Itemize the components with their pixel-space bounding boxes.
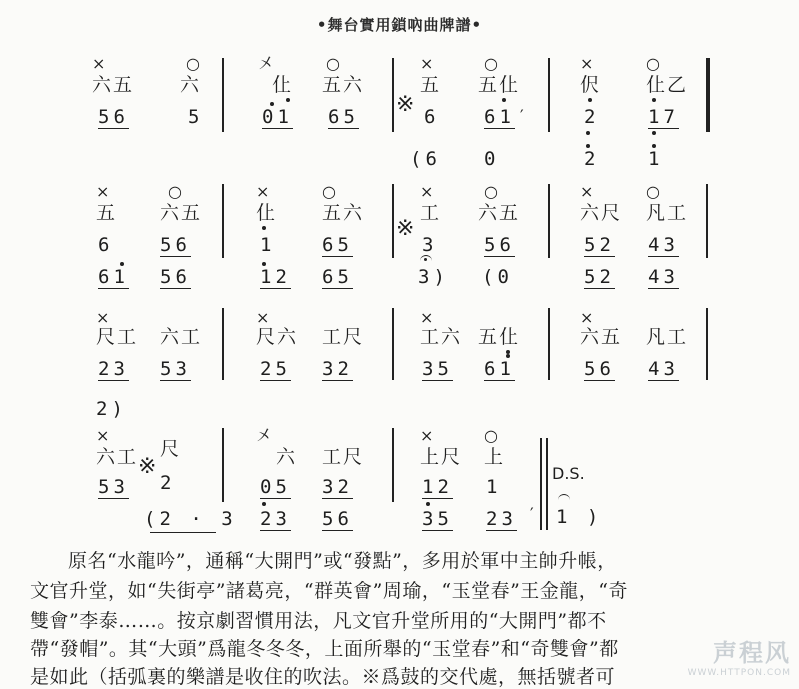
gongche-notation: 六五 bbox=[160, 202, 203, 224]
octave-dot bbox=[586, 144, 590, 148]
beat-mark: ○ bbox=[168, 182, 182, 201]
text-line: 原名“水龍吟”，通稱“大開門”或“發點”，多用於軍中主帥升帳， bbox=[68, 550, 617, 572]
beat-mark: × bbox=[580, 308, 594, 327]
jianpu-notes: 56 bbox=[98, 106, 129, 128]
jianpu-notes: 61 bbox=[484, 358, 515, 380]
barline bbox=[548, 308, 550, 380]
beat-mark: ○ bbox=[484, 426, 498, 445]
jianpu-notes: 65 bbox=[322, 234, 353, 256]
watermark-logo: 声程风 bbox=[713, 639, 791, 667]
octave-dot bbox=[270, 102, 274, 106]
gongche-notation: 六尺 bbox=[580, 202, 623, 224]
text-line: 是如此（括弧裏的樂譜是收住的吹法。※爲鼓的交代處，無括號者可 bbox=[30, 666, 616, 688]
gongche-notation: 尺六 bbox=[256, 326, 299, 348]
segno-mark: ※ bbox=[396, 216, 415, 241]
gongche-notation: 六五 bbox=[92, 74, 135, 96]
text-line: 雙會”李泰……。按京劇習慣用法，凡文官升堂所用的“大開門”都不 bbox=[30, 610, 607, 632]
gongche-notation: 六五 bbox=[478, 202, 521, 224]
jianpu-notes: 23 bbox=[98, 358, 129, 380]
jianpu-notes: 56 bbox=[322, 508, 353, 530]
jianpu-notes: 61 bbox=[484, 106, 515, 128]
octave-dot bbox=[262, 226, 266, 230]
jianpu-notes: 43 bbox=[648, 358, 679, 380]
jianpu-notes: 17 bbox=[648, 106, 679, 128]
jianpu-notes: 3) bbox=[418, 266, 449, 288]
octave-dot bbox=[506, 354, 510, 358]
jianpu-notes: (0 bbox=[482, 266, 513, 288]
jianpu-notes: 61 bbox=[98, 266, 129, 288]
beat-mark: ○ bbox=[646, 54, 660, 73]
barline bbox=[392, 308, 394, 380]
gongche-notation: 工尺 bbox=[322, 446, 365, 468]
barline bbox=[222, 428, 224, 502]
gongche-notation: 上尺 bbox=[420, 446, 463, 468]
jianpu-notes: 1 ) bbox=[556, 506, 603, 528]
beat-mark: × bbox=[580, 54, 594, 73]
jianpu-notes: 35 bbox=[422, 358, 453, 380]
jianpu-notes: 6 bbox=[424, 106, 440, 128]
jianpu-notes: 2 bbox=[584, 148, 600, 170]
gongche-notation: 五仩 bbox=[478, 326, 521, 348]
page-header: •舞台實用鎖吶曲牌譜• bbox=[316, 16, 483, 34]
barline bbox=[706, 184, 708, 258]
beat-mark: × bbox=[92, 54, 106, 73]
jianpu-notes: 0 bbox=[484, 148, 500, 170]
octave-dot bbox=[120, 262, 124, 266]
jianpu-notes: 12 bbox=[260, 266, 291, 288]
barline bbox=[540, 438, 542, 530]
jianpu-notes: 56 bbox=[160, 234, 191, 256]
barline bbox=[548, 58, 550, 132]
gongche-notation: 六 bbox=[276, 446, 298, 468]
jianpu-notes: 43 bbox=[648, 266, 679, 288]
beat-mark: × bbox=[96, 426, 110, 445]
text-line: 文官升堂，如“失街亭”諸葛亮，“群英會”周瑜，“玉堂春”王金龍，“奇 bbox=[30, 580, 628, 602]
beat-mark: ○ bbox=[484, 182, 498, 201]
jianpu-notes: 52 bbox=[584, 234, 615, 256]
gongche-notation: 六五 bbox=[580, 326, 623, 348]
jianpu-notes: 23 bbox=[486, 508, 517, 530]
barline bbox=[392, 58, 394, 132]
jianpu-notes: 35 bbox=[422, 508, 453, 530]
beat-mark: 㐅 bbox=[256, 426, 273, 445]
jianpu-notes: 56 bbox=[584, 358, 615, 380]
segno-mark: ※ bbox=[138, 454, 157, 479]
barline bbox=[222, 184, 224, 258]
octave-dot bbox=[262, 262, 266, 266]
jianpu-notes: 1 bbox=[260, 234, 276, 256]
octave-dot bbox=[426, 502, 430, 506]
jianpu-notes: 32 bbox=[322, 358, 353, 380]
beat-mark: × bbox=[96, 308, 110, 327]
beat-mark: × bbox=[256, 308, 270, 327]
gongche-notation: 凡工 bbox=[646, 202, 689, 224]
jianpu-notes: 65 bbox=[328, 106, 359, 128]
octave-dot bbox=[286, 98, 290, 102]
barline-end bbox=[706, 58, 710, 132]
barline bbox=[392, 184, 394, 258]
jianpu-notes: 3 bbox=[422, 234, 438, 256]
barline bbox=[392, 428, 394, 502]
beat-mark: × bbox=[580, 182, 594, 201]
beat-mark: ○ bbox=[484, 54, 498, 73]
jianpu-notes: 23 bbox=[260, 508, 291, 530]
gongche-notation: 五六 bbox=[322, 74, 365, 96]
octave-dot bbox=[652, 144, 656, 148]
gongche-notation: 上 bbox=[484, 446, 506, 468]
watermark bbox=[688, 633, 791, 678]
gongche-notation: 工 bbox=[420, 202, 442, 224]
gongche-notation: 六 bbox=[180, 74, 202, 96]
watermark-url: WWW.HTTPON.COM bbox=[687, 668, 791, 678]
segno-mark: ※ bbox=[396, 92, 415, 117]
jianpu-notes: 25 bbox=[260, 358, 291, 380]
jianpu-notes: 1 bbox=[648, 148, 664, 170]
text-line: 帶“發帽”。其“大頭”爲龍冬冬冬，上面所舉的“玉堂春”和“奇雙會”都 bbox=[30, 638, 619, 660]
jianpu-notes: 5 bbox=[188, 106, 204, 128]
jianpu-notes: 32 bbox=[322, 476, 353, 498]
jianpu-notes: (2 · 3 bbox=[144, 508, 237, 530]
jianpu-notes: 56 bbox=[160, 266, 191, 288]
barline bbox=[222, 58, 224, 132]
jianpu-notes: 2 bbox=[584, 106, 600, 128]
jianpu-notes: 2 bbox=[160, 472, 176, 494]
gongche-notation: 工尺 bbox=[322, 326, 365, 348]
gongche-notation: 仩乙 bbox=[646, 74, 689, 96]
jianpu-notes: 12 bbox=[422, 476, 453, 498]
octave-dot bbox=[652, 98, 656, 102]
gongche-notation: 五 bbox=[420, 74, 442, 96]
gongche-notation: 六工 bbox=[160, 326, 203, 348]
beat-mark: ○ bbox=[646, 182, 660, 201]
fermata-mark bbox=[558, 494, 570, 501]
jianpu-notes: 56 bbox=[484, 234, 515, 256]
octave-dot bbox=[652, 131, 656, 135]
beat-mark: ○ bbox=[322, 182, 336, 201]
jianpu-notes: 01 bbox=[262, 106, 293, 128]
barline bbox=[222, 308, 224, 380]
jianpu-notes: 53 bbox=[160, 358, 191, 380]
gongche-notation: 工六 bbox=[420, 326, 463, 348]
gongche-notation: 五 bbox=[96, 202, 118, 224]
gongche-notation: 凡工 bbox=[646, 326, 689, 348]
beat-mark: 㐅 bbox=[258, 54, 275, 73]
jianpu-notes: 43 bbox=[648, 234, 679, 256]
gongche-notation: 五仩 bbox=[478, 74, 521, 96]
octave-dot bbox=[502, 98, 506, 102]
jianpu-notes: 53 bbox=[98, 476, 129, 498]
barline bbox=[548, 184, 550, 258]
beat-mark: × bbox=[420, 308, 434, 327]
jianpu-notes: 52 bbox=[584, 266, 615, 288]
beat-mark: × bbox=[96, 182, 110, 201]
octave-dot bbox=[588, 98, 592, 102]
beat-mark: × bbox=[420, 426, 434, 445]
beat-mark: ○ bbox=[326, 54, 340, 73]
gongche-notation: 伬 bbox=[580, 74, 602, 96]
octave-dot bbox=[586, 131, 590, 135]
jianpu-notes: 1 bbox=[486, 476, 502, 498]
jianpu-notes: 2) bbox=[96, 398, 127, 420]
octave-dot bbox=[262, 502, 266, 506]
beat-mark: × bbox=[420, 54, 434, 73]
gongche-notation: 仩 bbox=[272, 74, 294, 96]
barline bbox=[546, 438, 548, 530]
jianpu-notes: 05 bbox=[260, 476, 291, 498]
barline bbox=[706, 308, 708, 380]
gongche-notation: 五六 bbox=[322, 202, 365, 224]
gongche-notation: 六工 bbox=[96, 446, 139, 468]
dal-segno: D.S. bbox=[552, 464, 585, 483]
beat-mark: ○ bbox=[186, 54, 200, 73]
tick-mark: ′ bbox=[520, 106, 524, 125]
gongche-notation: 尺工 bbox=[96, 326, 139, 348]
gongche-notation: 尺 bbox=[160, 438, 182, 460]
beat-mark: × bbox=[420, 182, 434, 201]
jianpu-notes: 6 bbox=[98, 234, 114, 256]
gongche-notation: 仩 bbox=[256, 202, 278, 224]
octave-dot bbox=[424, 258, 427, 261]
jianpu-notes: 65 bbox=[322, 266, 353, 288]
tick-mark: ′ bbox=[530, 504, 534, 523]
jianpu-notes: (6 bbox=[410, 148, 441, 170]
beat-mark: × bbox=[256, 182, 270, 201]
